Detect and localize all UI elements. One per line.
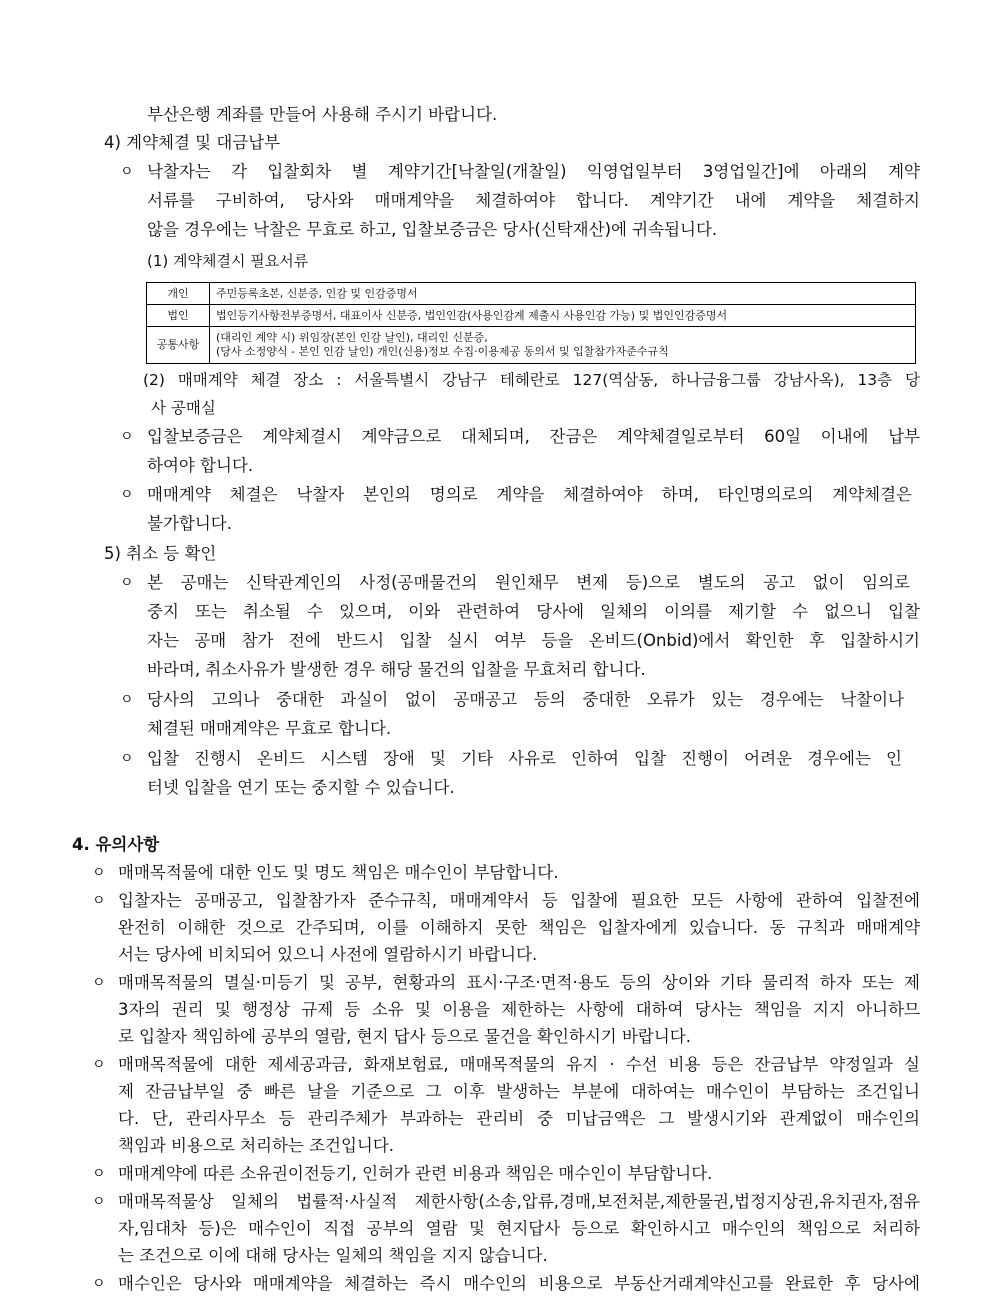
table-cell-key: 개인 <box>147 283 210 305</box>
paragraph-line: (2) 매매계약 체결 장소 : 서울특별시 강남구 테헤란로 127(역삼동, 하나금융그룹 강남사옥), 13층 당 <box>143 371 920 389</box>
paragraph-line: 매매목적물상 일체의 법률적·사실적 제한사항(소송,압류,경매,보전처분,제한물권,법정지상권,유치권자,점유 <box>118 1192 920 1211</box>
subsection-heading: 5) 취소 등 확인 <box>104 544 217 563</box>
paragraph-line: 매수인은 당사와 매매계약을 체결하는 즉시 매수인의 비용으로 부동산거래계약신고를 완료한 후 당사에 <box>118 1274 920 1293</box>
paragraph-line: 책임과 비용으로 처리하는 조건입니다. <box>118 1136 395 1155</box>
table-cell-value <box>210 327 916 364</box>
table-cell-key: 법인 <box>147 305 210 327</box>
paragraph-line: 입찰보증금은 계약체결시 계약금으로 대체되며, 잔금은 계약체결일로부터 60일 이내에 납부 <box>147 427 920 446</box>
paragraph-line: 자는 공매 참가 전에 반드시 입찰 실시 여부 등을 온비드(Onbid)에서 확인한 후 입찰하시기 <box>147 631 920 650</box>
bullet-marker: ㅇ <box>92 865 106 881</box>
bullet-marker: ㅇ <box>92 893 106 909</box>
paragraph-line: 하여야 합니다. <box>147 456 254 475</box>
bullet-marker: ㅇ <box>120 751 134 767</box>
paragraph-line: 체결된 매매계약은 무효로 합니다. <box>147 719 392 738</box>
bullet-marker: ㅇ <box>120 164 134 180</box>
paragraph-line: 불가합니다. <box>147 514 232 533</box>
table-row <box>147 327 916 364</box>
paragraph-line: 매매계약 체결은 낙찰자 본인의 명의로 계약을 체결하여야 하며, 타인명의로의 계약체결은 <box>147 485 912 504</box>
paragraph-line: 매매계약에 따른 소유권이전등기, 인허가 관련 비용과 책임은 매수인이 부담합니다. <box>118 1164 713 1183</box>
bullet-marker: ㅇ <box>120 429 134 445</box>
paragraph-line: 사 공매실 <box>151 399 216 417</box>
paragraph-line: 입찰자는 공매공고, 입찰참가자 준수규칙, 매매계약서 등 입찰에 필요한 모든 사항에 관하여 입찰전에 <box>118 891 920 910</box>
bullet-marker: ㅇ <box>92 975 106 991</box>
paragraph-line: 로 입찰자 책임하에 공부의 열람, 현지 답사 등으로 물건을 확인하시기 바랍니다. <box>118 1027 691 1046</box>
paragraph-line: 다. 단, 관리사무소 등 관리주체가 부과하는 관리비 중 미납금액은 그 발생시기와 관계없이 매수인의 <box>118 1109 920 1128</box>
paragraph-line: 제 잔금납부일 중 빠른 날을 기준으로 그 이후 발생하는 부분에 대하여는 매수인이 부담하는 조건입니 <box>118 1082 920 1101</box>
table-row <box>147 305 916 327</box>
paragraph-line: 터넷 입찰을 연기 또는 중지할 수 있습니다. <box>147 778 455 797</box>
paragraph-line: 중지 또는 취소될 수 있으며, 이와 관련하여 당사에 일체의 이의를 제기할 수 없으니 입찰 <box>147 602 920 621</box>
paragraph-line: 않을 경우에는 낙찰은 무효로 하고, 입찰보증금은 당사(신탁재산)에 귀속됩니다. <box>147 220 718 239</box>
bullet-marker: ㅇ <box>120 692 134 708</box>
paragraph-line: 는 조건으로 이에 대해 당사는 일체의 책임을 지지 않습니다. <box>118 1246 548 1265</box>
bullet-marker: ㅇ <box>92 1276 106 1292</box>
paragraph-line: 낙찰자는 각 입찰회차 별 계약기간[낙찰일(개찰일) 익영업일부터 3영업일간]에 아래의 계약 <box>147 162 920 181</box>
bullet-marker: ㅇ <box>120 487 134 503</box>
required-documents-table <box>146 282 916 364</box>
bullet-marker: ㅇ <box>92 1194 106 1210</box>
sub-item-heading: (1) 계약체결시 필요서류 <box>147 252 309 270</box>
paragraph-line: 완전히 이해한 것으로 간주되며, 이를 이해하지 못한 책임은 입찰자에게 있습니다. 동 규칙과 매매계약 <box>118 918 920 937</box>
bullet-marker: ㅇ <box>92 1166 106 1182</box>
paragraph-line: 입찰 진행시 온비드 시스템 장애 및 기타 사유로 인하여 입찰 진행이 어려운 경우에는 인 <box>147 749 902 768</box>
table-cell-line: (대리인 계약 시) 위임장(본인 인감 날인), 대리인 신분증, <box>216 331 488 344</box>
paragraph-line: 당사의 고의나 중대한 과실이 없이 공매공고 등의 중대한 오류가 있는 경우에는 낙찰이나 <box>147 690 904 709</box>
bullet-marker: ㅇ <box>120 575 134 591</box>
table-cell-value: 법인등기사항전부증명서, 대표이사 신분증, 법인인감(사용인감계 제출시 사용인감 가능) 및 법인인감증명서 <box>210 305 916 327</box>
paragraph-line: 본 공매는 신탁관계인의 사정(공매물건의 원인채무 변제 등)으로 별도의 공고 없이 임의로 <box>147 573 910 592</box>
paragraph-line: 매매목적물에 대한 제세공과금, 화재보험료, 매매목적물의 유지 · 수선 비용 등은 잔금납부 약정일과 실 <box>118 1055 920 1074</box>
paragraph-line: 서류를 구비하여, 당사와 매매계약을 체결하여야 합니다. 계약기간 내에 계약을 체결하지 <box>147 191 920 210</box>
table-cell-key: 공통사항 <box>147 327 210 364</box>
paragraph-line: 자,임대차 등)은 매수인이 직접 공부의 열람 및 현지답사 등으로 확인하시고 매수인의 책임으로 처리하 <box>118 1219 920 1238</box>
paragraph-line: 매매목적물의 멸실·미등기 및 공부, 현황과의 표시·구조·면적·용도 등의 상이와 기타 물리적 하자 또는 제 <box>118 973 920 992</box>
paragraph-line: 부산은행 계좌를 만들어 사용해 주시기 바랍니다. <box>147 105 498 124</box>
table-cell-line: (당사 소정양식 - 본인 인감 날인) 개인(신용)정보 수집·이용제공 동의서 및 입찰참가자준수규칙 <box>216 345 669 358</box>
table-row <box>147 283 916 305</box>
bullet-marker: ㅇ <box>92 1057 106 1073</box>
paragraph-line: 바라며, 취소사유가 발생한 경우 해당 물건의 입찰을 무효처리 합니다. <box>147 660 646 679</box>
paragraph-line: 서는 당사에 비치되어 있으니 사전에 열람하시기 바랍니다. <box>118 945 538 964</box>
table-cell-value: 주민등록초본, 신분증, 인감 및 인감증명서 <box>210 283 916 305</box>
paragraph-line: 3자의 권리 및 행정상 규제 등 소유 및 이용을 제한하는 사항에 대하여 당사는 책임을 지지 아니하므 <box>118 1000 920 1019</box>
subsection-heading: 4) 계약체결 및 대금납부 <box>104 133 281 152</box>
section-heading: 4. 유의사항 <box>72 835 160 854</box>
paragraph-line: 매매목적물에 대한 인도 및 명도 책임은 매수인이 부담합니다. <box>118 863 559 882</box>
